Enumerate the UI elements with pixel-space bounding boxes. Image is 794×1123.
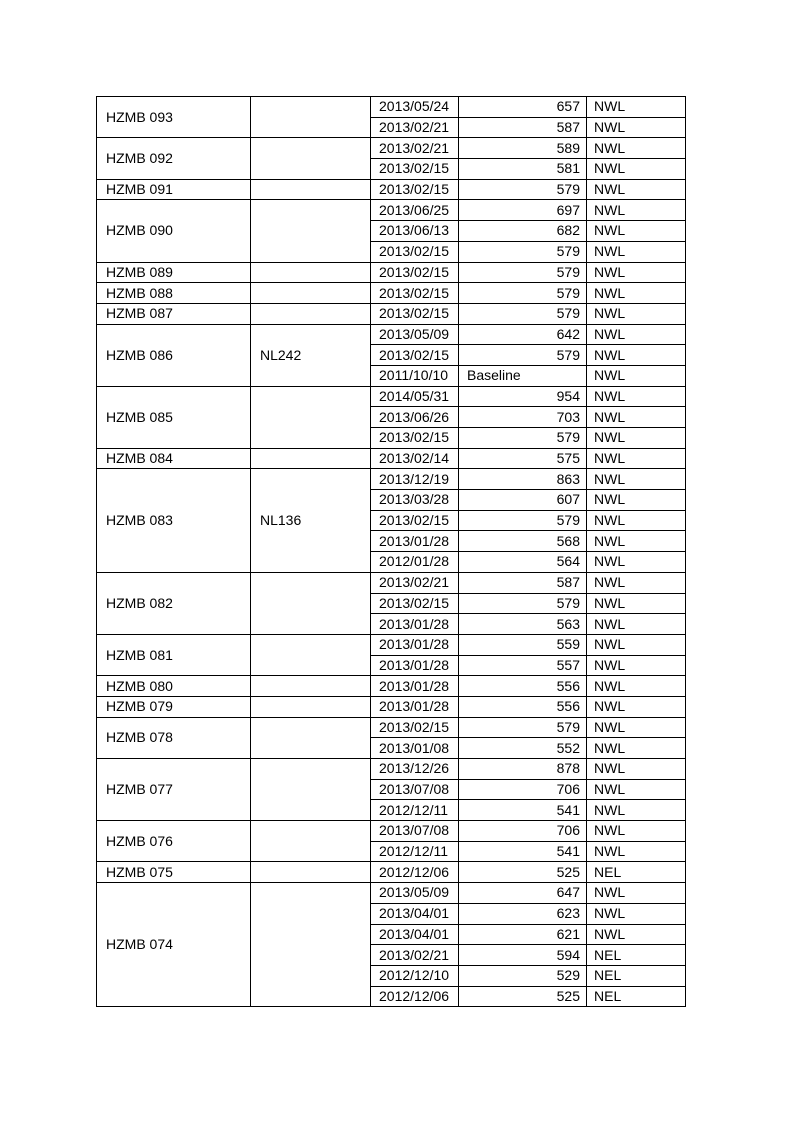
- date-cell: 2012/12/10: [371, 965, 459, 986]
- reference-cell: [251, 262, 371, 283]
- value-cell: 568: [459, 531, 587, 552]
- table-row: [97, 386, 686, 407]
- level-cell: NWL: [587, 179, 686, 200]
- value-cell: 541: [459, 841, 587, 862]
- level-cell: NWL: [587, 303, 686, 324]
- level-cell: NWL: [587, 200, 686, 221]
- table-row: [97, 696, 686, 717]
- value-cell: 878: [459, 759, 587, 780]
- level-cell: NWL: [587, 283, 686, 304]
- station-id-cell: HZMB 076: [97, 821, 251, 862]
- date-cell: 2013/02/14: [371, 448, 459, 469]
- value-cell: 541: [459, 800, 587, 821]
- value-cell: 575: [459, 448, 587, 469]
- table-row: [97, 717, 686, 738]
- station-id-cell: HZMB 082: [97, 572, 251, 634]
- value-cell: 529: [459, 965, 587, 986]
- date-cell: 2013/01/28: [371, 614, 459, 635]
- value-cell: 642: [459, 324, 587, 345]
- station-id-cell: HZMB 075: [97, 862, 251, 883]
- value-cell: 556: [459, 696, 587, 717]
- level-cell: NWL: [587, 159, 686, 180]
- date-cell: 2013/06/26: [371, 407, 459, 428]
- date-cell: 2012/01/28: [371, 552, 459, 573]
- value-cell: 579: [459, 345, 587, 366]
- reference-cell: [251, 821, 371, 862]
- station-id-cell: HZMB 083: [97, 469, 251, 572]
- table-row: [97, 883, 686, 904]
- date-cell: 2013/04/01: [371, 903, 459, 924]
- date-cell: 2013/12/26: [371, 759, 459, 780]
- date-cell: 2013/02/21: [371, 117, 459, 138]
- table-row: [97, 821, 686, 842]
- date-cell: 2013/05/24: [371, 97, 459, 118]
- value-cell: 954: [459, 386, 587, 407]
- value-cell: 564: [459, 552, 587, 573]
- value-cell: 556: [459, 676, 587, 697]
- level-cell: NWL: [587, 717, 686, 738]
- date-cell: 2013/02/15: [371, 303, 459, 324]
- value-cell: 581: [459, 159, 587, 180]
- value-cell: 579: [459, 717, 587, 738]
- level-cell: NWL: [587, 634, 686, 655]
- station-id-cell: HZMB 085: [97, 386, 251, 448]
- level-cell: NEL: [587, 986, 686, 1007]
- date-cell: 2013/07/08: [371, 779, 459, 800]
- level-cell: NWL: [587, 490, 686, 511]
- station-id-cell: HZMB 078: [97, 717, 251, 758]
- level-cell: NWL: [587, 738, 686, 759]
- level-cell: NWL: [587, 428, 686, 449]
- date-cell: 2013/02/15: [371, 159, 459, 180]
- date-cell: 2012/12/11: [371, 800, 459, 821]
- station-id-cell: HZMB 092: [97, 138, 251, 179]
- station-id-cell: HZMB 079: [97, 696, 251, 717]
- reference-cell: [251, 696, 371, 717]
- date-cell: 2013/05/09: [371, 883, 459, 904]
- date-cell: 2013/02/21: [371, 572, 459, 593]
- value-cell: 587: [459, 572, 587, 593]
- reference-cell: [251, 448, 371, 469]
- station-id-cell: HZMB 088: [97, 283, 251, 304]
- station-id-cell: HZMB 084: [97, 448, 251, 469]
- date-cell: 2013/07/08: [371, 821, 459, 842]
- table-row: [97, 303, 686, 324]
- reference-cell: [251, 862, 371, 883]
- level-cell: NWL: [587, 407, 686, 428]
- value-cell: 579: [459, 428, 587, 449]
- reference-cell: [251, 138, 371, 179]
- level-cell: NWL: [587, 593, 686, 614]
- reference-cell: [251, 572, 371, 634]
- date-cell: 2011/10/10: [371, 365, 459, 386]
- table-row: [97, 469, 686, 490]
- table-row: [97, 262, 686, 283]
- date-cell: 2013/02/15: [371, 428, 459, 449]
- reference-cell: [251, 717, 371, 758]
- date-cell: 2013/02/15: [371, 345, 459, 366]
- value-cell: 621: [459, 924, 587, 945]
- reference-cell: [251, 97, 371, 138]
- date-cell: 2013/02/15: [371, 262, 459, 283]
- level-cell: NWL: [587, 469, 686, 490]
- date-cell: 2013/03/28: [371, 490, 459, 511]
- table-row: [97, 97, 686, 118]
- reference-cell: [251, 883, 371, 1007]
- table-row: [97, 759, 686, 780]
- station-id-cell: HZMB 087: [97, 303, 251, 324]
- station-id-cell: HZMB 074: [97, 883, 251, 1007]
- level-cell: NWL: [587, 448, 686, 469]
- value-cell: 706: [459, 779, 587, 800]
- level-cell: NWL: [587, 138, 686, 159]
- date-cell: 2013/02/21: [371, 945, 459, 966]
- date-cell: 2013/12/19: [371, 469, 459, 490]
- level-cell: NWL: [587, 262, 686, 283]
- date-cell: 2013/02/15: [371, 179, 459, 200]
- value-cell: 647: [459, 883, 587, 904]
- reference-cell: [251, 759, 371, 821]
- level-cell: NWL: [587, 759, 686, 780]
- value-cell: 589: [459, 138, 587, 159]
- value-cell: 607: [459, 490, 587, 511]
- date-cell: 2013/02/21: [371, 138, 459, 159]
- level-cell: NWL: [587, 552, 686, 573]
- level-cell: NWL: [587, 696, 686, 717]
- value-cell: 579: [459, 262, 587, 283]
- date-cell: 2013/01/28: [371, 531, 459, 552]
- date-cell: 2013/02/15: [371, 593, 459, 614]
- level-cell: NWL: [587, 241, 686, 262]
- value-cell: 579: [459, 593, 587, 614]
- table-row: [97, 862, 686, 883]
- value-cell: 579: [459, 241, 587, 262]
- level-cell: NWL: [587, 324, 686, 345]
- value-cell: 703: [459, 407, 587, 428]
- date-cell: 2012/12/06: [371, 862, 459, 883]
- reference-cell: [251, 676, 371, 697]
- table-row: [97, 634, 686, 655]
- station-id-cell: HZMB 091: [97, 179, 251, 200]
- date-cell: 2012/12/11: [371, 841, 459, 862]
- reference-cell: [251, 200, 371, 262]
- date-cell: 2013/02/15: [371, 283, 459, 304]
- value-cell: 579: [459, 283, 587, 304]
- value-cell: 594: [459, 945, 587, 966]
- station-id-cell: HZMB 093: [97, 97, 251, 138]
- date-cell: 2013/04/01: [371, 924, 459, 945]
- value-cell: 697: [459, 200, 587, 221]
- level-cell: NWL: [587, 345, 686, 366]
- table-row: [97, 448, 686, 469]
- level-cell: NWL: [587, 572, 686, 593]
- date-cell: 2013/06/25: [371, 200, 459, 221]
- value-cell: 563: [459, 614, 587, 635]
- reference-cell: [251, 283, 371, 304]
- date-cell: 2013/01/28: [371, 655, 459, 676]
- reference-cell: [251, 634, 371, 675]
- level-cell: NWL: [587, 365, 686, 386]
- level-cell: NWL: [587, 841, 686, 862]
- table-row: [97, 676, 686, 697]
- level-cell: NWL: [587, 676, 686, 697]
- table-body: [97, 97, 686, 1007]
- value-cell: 623: [459, 903, 587, 924]
- value-cell: 657: [459, 97, 587, 118]
- reference-cell: NL242: [251, 324, 371, 386]
- value-cell: 559: [459, 634, 587, 655]
- level-cell: NWL: [587, 800, 686, 821]
- level-cell: NWL: [587, 883, 686, 904]
- reference-cell: NL136: [251, 469, 371, 572]
- reference-cell: [251, 179, 371, 200]
- date-cell: 2014/05/31: [371, 386, 459, 407]
- level-cell: NWL: [587, 510, 686, 531]
- level-cell: NWL: [587, 924, 686, 945]
- level-cell: NEL: [587, 862, 686, 883]
- value-cell: 525: [459, 862, 587, 883]
- value-cell: Baseline: [459, 365, 587, 386]
- level-cell: NWL: [587, 117, 686, 138]
- level-cell: NWL: [587, 614, 686, 635]
- station-id-cell: HZMB 089: [97, 262, 251, 283]
- value-cell: 706: [459, 821, 587, 842]
- date-cell: 2013/06/13: [371, 221, 459, 242]
- table-row: [97, 324, 686, 345]
- table-row: [97, 179, 686, 200]
- level-cell: NWL: [587, 97, 686, 118]
- date-cell: 2013/01/28: [371, 676, 459, 697]
- level-cell: NWL: [587, 531, 686, 552]
- value-cell: 552: [459, 738, 587, 759]
- level-cell: NWL: [587, 386, 686, 407]
- table-row: [97, 200, 686, 221]
- station-id-cell: HZMB 077: [97, 759, 251, 821]
- table-row: [97, 283, 686, 304]
- survey-record-table: [96, 96, 686, 1007]
- value-cell: 587: [459, 117, 587, 138]
- date-cell: 2013/01/28: [371, 696, 459, 717]
- date-cell: 2013/02/15: [371, 241, 459, 262]
- table-row: [97, 572, 686, 593]
- value-cell: 525: [459, 986, 587, 1007]
- date-cell: 2013/02/15: [371, 717, 459, 738]
- level-cell: NWL: [587, 903, 686, 924]
- station-id-cell: HZMB 081: [97, 634, 251, 675]
- date-cell: 2013/01/08: [371, 738, 459, 759]
- level-cell: NWL: [587, 779, 686, 800]
- value-cell: 579: [459, 303, 587, 324]
- date-cell: 2013/05/09: [371, 324, 459, 345]
- date-cell: 2012/12/06: [371, 986, 459, 1007]
- station-id-cell: HZMB 086: [97, 324, 251, 386]
- value-cell: 557: [459, 655, 587, 676]
- station-id-cell: HZMB 090: [97, 200, 251, 262]
- value-cell: 682: [459, 221, 587, 242]
- reference-cell: [251, 386, 371, 448]
- table-row: [97, 138, 686, 159]
- level-cell: NWL: [587, 655, 686, 676]
- value-cell: 579: [459, 179, 587, 200]
- level-cell: NWL: [587, 221, 686, 242]
- reference-cell: [251, 303, 371, 324]
- value-cell: 863: [459, 469, 587, 490]
- value-cell: 579: [459, 510, 587, 531]
- date-cell: 2013/02/15: [371, 510, 459, 531]
- date-cell: 2013/01/28: [371, 634, 459, 655]
- level-cell: NEL: [587, 965, 686, 986]
- station-id-cell: HZMB 080: [97, 676, 251, 697]
- level-cell: NWL: [587, 821, 686, 842]
- level-cell: NEL: [587, 945, 686, 966]
